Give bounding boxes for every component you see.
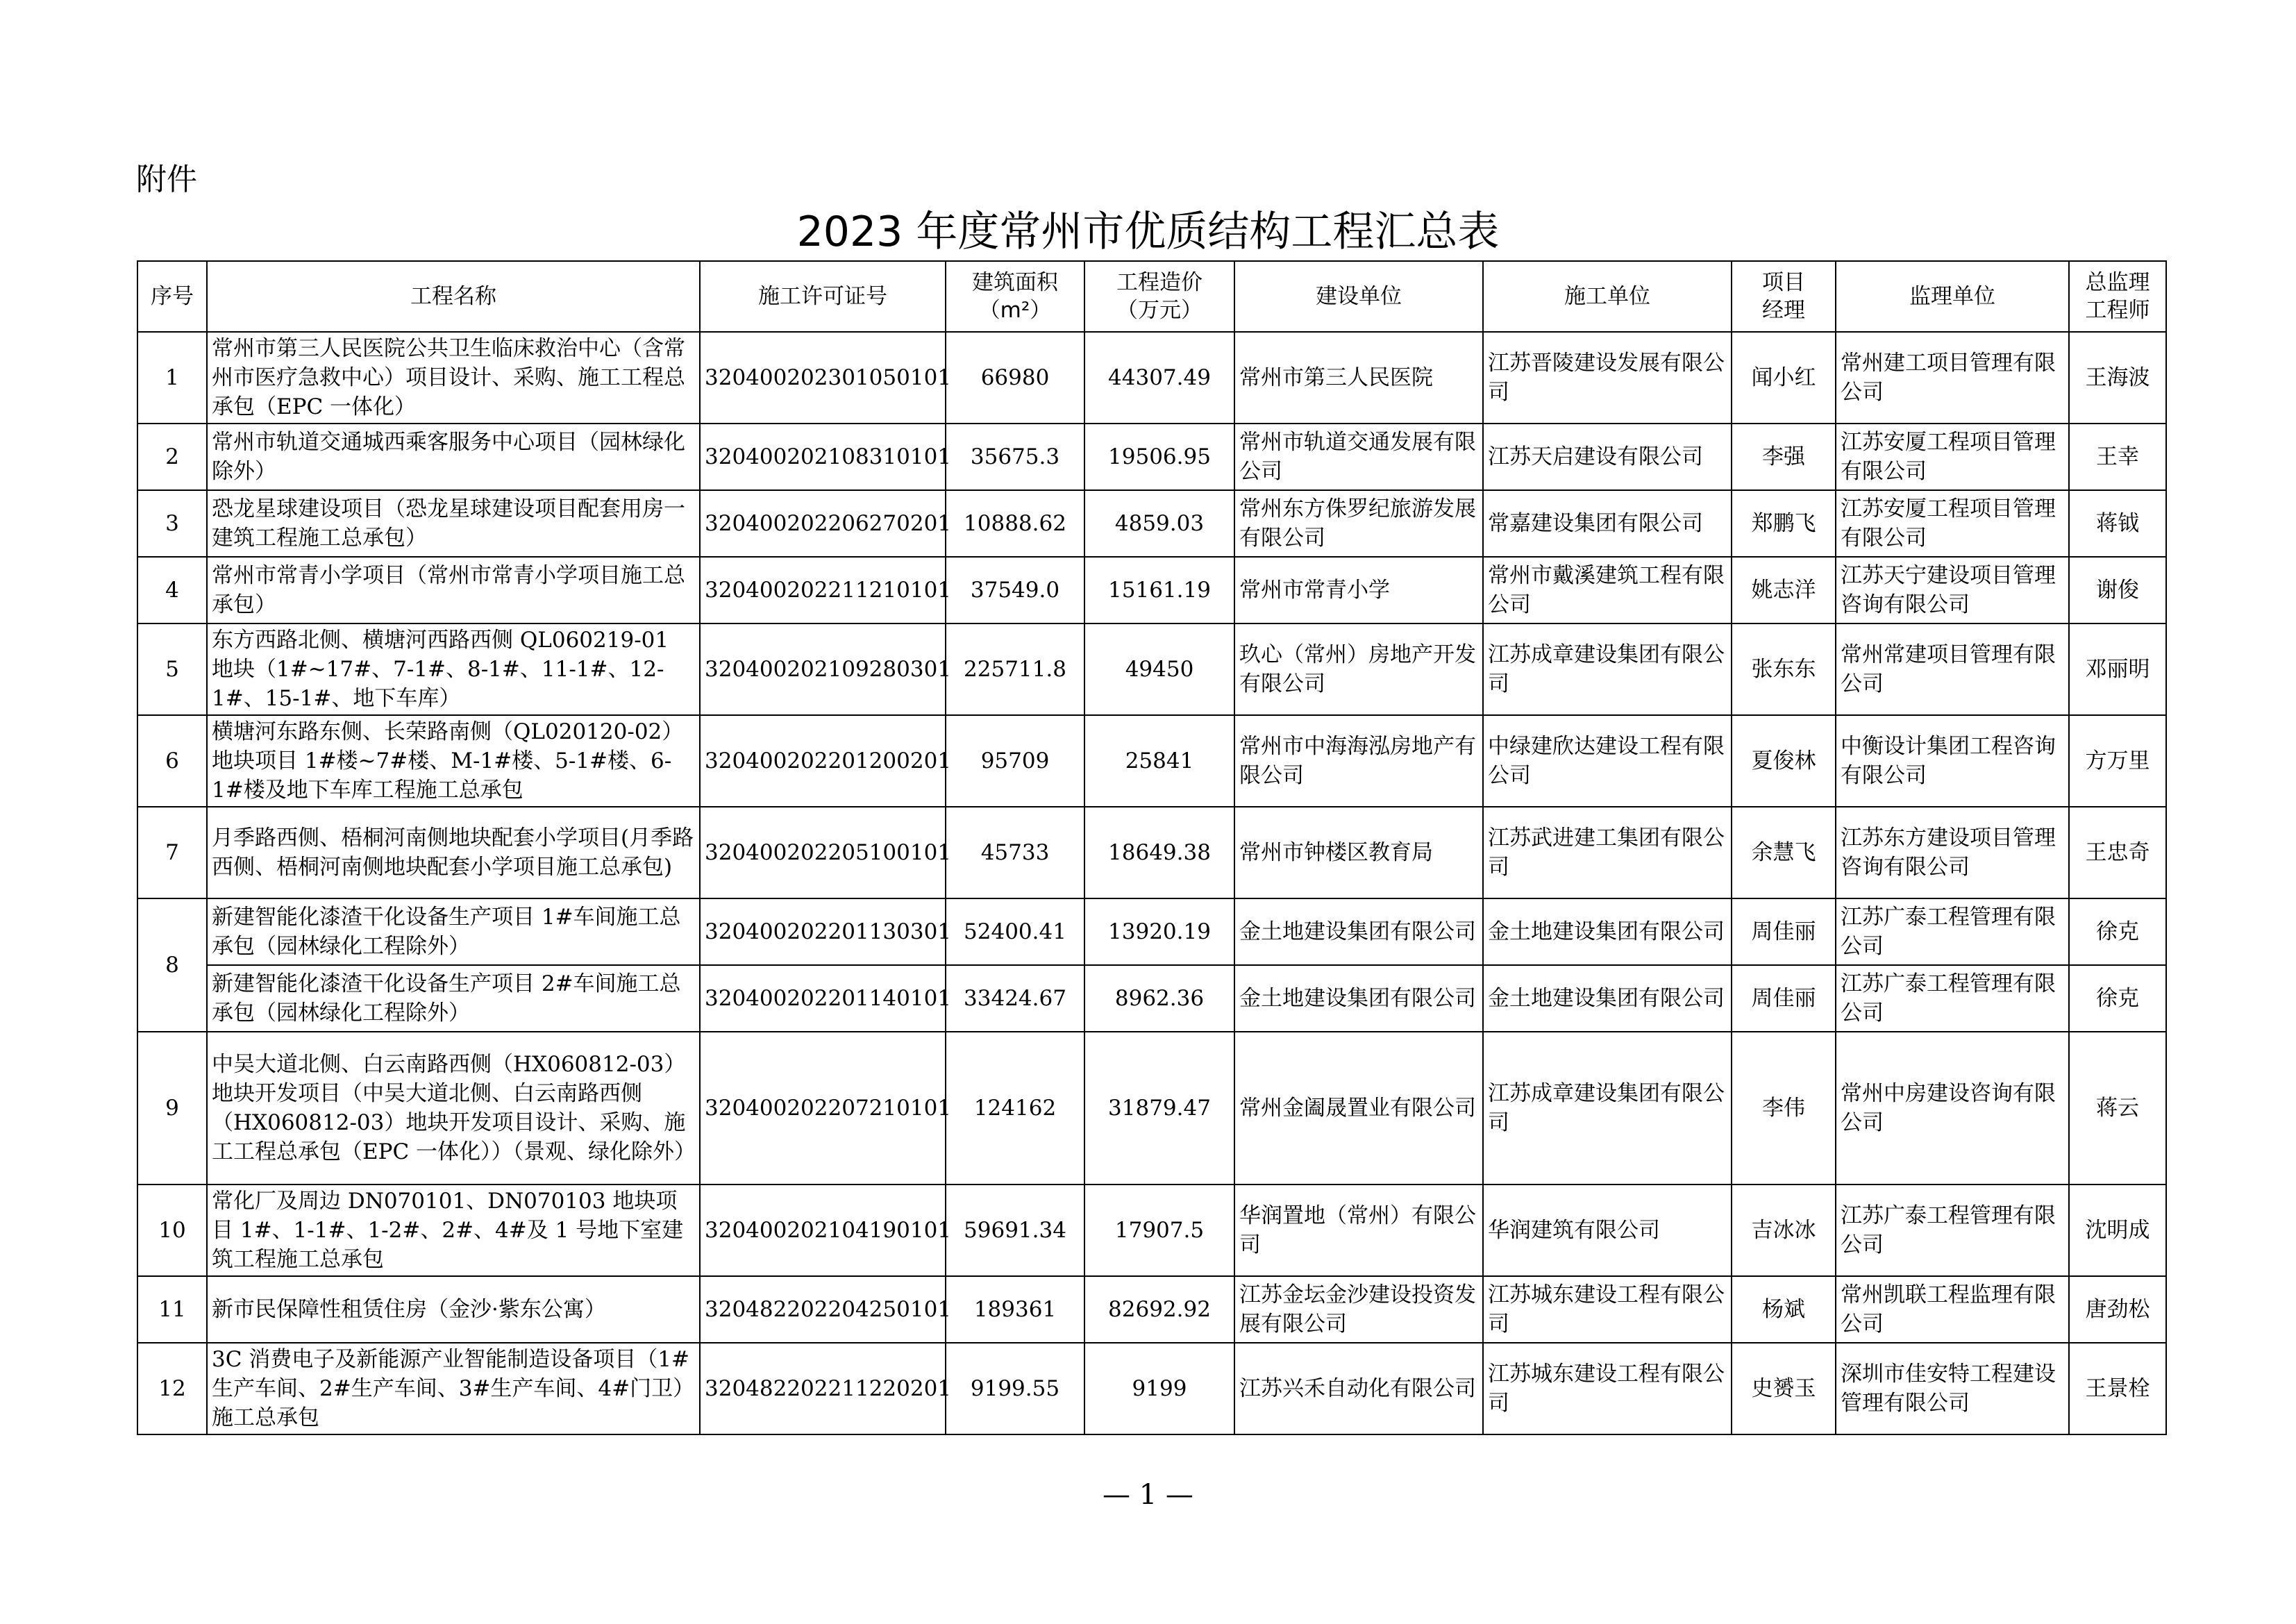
cell-area: 66980 xyxy=(946,332,1084,424)
cell-area: 45733 xyxy=(946,807,1084,898)
header-no: 序号 xyxy=(137,261,207,332)
cell-cost: 17907.5 xyxy=(1084,1184,1234,1276)
cell-name: 常州市第三人民医院公共卫生临床救治中心（含常州市医疗急救中心）项目设计、采购、施工工程总承包（EPC 一体化） xyxy=(207,332,700,424)
cell-no: 6 xyxy=(137,715,207,807)
cell-contractor: 江苏成章建设集团有限公司 xyxy=(1483,623,1732,715)
page-number: — 1 — xyxy=(1103,1479,1193,1511)
cell-owner: 常州市中海海泓房地产有限公司 xyxy=(1234,715,1483,807)
table-row xyxy=(137,1184,2166,1276)
cell-permit: 320482202204250101 xyxy=(700,1276,946,1343)
cell-no: 12 xyxy=(137,1343,207,1434)
cell-no: 1 xyxy=(137,332,207,424)
cell-chief: 王幸 xyxy=(2069,424,2166,490)
cell-permit: 320400202108310101 xyxy=(700,424,946,490)
cell-name: 月季路西侧、梧桐河南侧地块配套小学项目(月季路西侧、梧桐河南侧地块配套小学项目施工总承包) xyxy=(207,807,700,898)
cell-owner: 金土地建设集团有限公司 xyxy=(1234,898,1483,965)
cell-area: 225711.8 xyxy=(946,623,1084,715)
cell-owner: 常州市轨道交通发展有限公司 xyxy=(1234,424,1483,490)
cell-contractor: 江苏成章建设集团有限公司 xyxy=(1483,1032,1732,1184)
cell-no: 11 xyxy=(137,1276,207,1343)
header-contractor: 施工单位 xyxy=(1483,261,1732,332)
header-owner: 建设单位 xyxy=(1234,261,1483,332)
cell-permit: 320482202211220201 xyxy=(700,1343,946,1434)
cell-cost: 18649.38 xyxy=(1084,807,1234,898)
table-row xyxy=(137,424,2166,490)
cell-no: 2 xyxy=(137,424,207,490)
cell-name: 中吴大道北侧、白云南路西侧（HX060812-03）地块开发项目（中吴大道北侧、白云南路西侧（HX060812-03）地块开发项目设计、采购、施工工程总承包（EPC 一体化））（景观、绿化除外） xyxy=(207,1032,700,1184)
cell-pm: 周佳丽 xyxy=(1732,965,1836,1032)
cell-owner: 江苏兴禾自动化有限公司 xyxy=(1234,1343,1483,1434)
cell-chief: 蒋钺 xyxy=(2069,490,2166,557)
cell-permit: 320400202206270201 xyxy=(700,490,946,557)
cell-name: 新建智能化漆渣干化设备生产项目 1#车间施工总承包（园林绿化工程除外） xyxy=(207,898,700,965)
cell-cost: 13920.19 xyxy=(1084,898,1234,965)
cell-pm: 郑鹏飞 xyxy=(1732,490,1836,557)
cell-owner: 常州金阖晟置业有限公司 xyxy=(1234,1032,1483,1184)
table-row xyxy=(137,490,2166,557)
cell-contractor: 江苏城东建设工程有限公司 xyxy=(1483,1343,1732,1434)
page-title: 2023 年度常州市优质结构工程汇总表 xyxy=(796,208,1500,256)
cell-name: 新建智能化漆渣干化设备生产项目 2#车间施工总承包（园林绿化工程除外） xyxy=(207,965,700,1032)
cell-area: 10888.62 xyxy=(946,490,1084,557)
cell-chief: 徐克 xyxy=(2069,898,2166,965)
table-header-row xyxy=(137,261,2166,332)
cell-name: 常州市常青小学项目（常州市常青小学项目施工总承包） xyxy=(207,557,700,623)
cell-supervisor: 常州中房建设咨询有限公司 xyxy=(1836,1032,2069,1184)
cell-contractor: 华润建筑有限公司 xyxy=(1483,1184,1732,1276)
cell-pm: 李伟 xyxy=(1732,1032,1836,1184)
cell-pm: 闻小红 xyxy=(1732,332,1836,424)
cell-cost: 44307.49 xyxy=(1084,332,1234,424)
cell-name: 东方西路北侧、横塘河西路西侧 QL060219-01 地块（1#~17#、7-1#、8-1#、11-1#、12-1#、15-1#、地下车库） xyxy=(207,623,700,715)
cell-name: 常化厂及周边 DN070101、DN070103 地块项目 1#、1-1#、1-2#、2#、4#及 1 号地下室建筑工程施工总承包 xyxy=(207,1184,700,1276)
cell-area: 33424.67 xyxy=(946,965,1084,1032)
table-row xyxy=(137,965,2166,1032)
cell-cost: 15161.19 xyxy=(1084,557,1234,623)
cell-chief: 谢俊 xyxy=(2069,557,2166,623)
cell-pm: 杨斌 xyxy=(1732,1276,1836,1343)
cell-contractor: 江苏天启建设有限公司 xyxy=(1483,424,1732,490)
header-area: 建筑面积 （m²） xyxy=(946,261,1084,332)
summary-table xyxy=(137,260,2167,1435)
cell-cost: 19506.95 xyxy=(1084,424,1234,490)
cell-no: 5 xyxy=(137,623,207,715)
cell-cost: 9199 xyxy=(1084,1343,1234,1434)
header-name: 工程名称 xyxy=(207,261,700,332)
cell-area: 124162 xyxy=(946,1032,1084,1184)
cell-contractor: 江苏晋陵建设发展有限公司 xyxy=(1483,332,1732,424)
cell-supervisor: 中衡设计集团工程咨询有限公司 xyxy=(1836,715,2069,807)
cell-owner: 常州东方侏罗纪旅游发展有限公司 xyxy=(1234,490,1483,557)
table-row xyxy=(137,1032,2166,1184)
cell-permit: 320400202201140101 xyxy=(700,965,946,1032)
cell-cost: 31879.47 xyxy=(1084,1032,1234,1184)
cell-owner: 江苏金坛金沙建设投资发展有限公司 xyxy=(1234,1276,1483,1343)
cell-name: 横塘河东路东侧、长荣路南侧（QL020120-02）地块项目 1#楼~7#楼、M-1#楼、5-1#楼、6-1#楼及地下车库工程施工总承包 xyxy=(207,715,700,807)
cell-supervisor: 江苏东方建设项目管理咨询有限公司 xyxy=(1836,807,2069,898)
cell-pm: 李强 xyxy=(1732,424,1836,490)
attachment-label: 附件 xyxy=(136,162,197,197)
header-permit: 施工许可证号 xyxy=(700,261,946,332)
cell-supervisor: 江苏广泰工程管理有限公司 xyxy=(1836,1184,2069,1276)
cell-supervisor: 江苏安厦工程项目管理有限公司 xyxy=(1836,424,2069,490)
cell-no: 10 xyxy=(137,1184,207,1276)
cell-cost: 8962.36 xyxy=(1084,965,1234,1032)
table-row xyxy=(137,332,2166,424)
cell-contractor: 江苏城东建设工程有限公司 xyxy=(1483,1276,1732,1343)
cell-pm: 余慧飞 xyxy=(1732,807,1836,898)
cell-supervisor: 常州常建项目管理有限公司 xyxy=(1836,623,2069,715)
cell-pm: 姚志洋 xyxy=(1732,557,1836,623)
table-row xyxy=(137,715,2166,807)
table-row xyxy=(137,1276,2166,1343)
cell-chief: 王景栓 xyxy=(2069,1343,2166,1434)
cell-supervisor: 深圳市佳安特工程建设管理有限公司 xyxy=(1836,1343,2069,1434)
cell-cost: 25841 xyxy=(1084,715,1234,807)
cell-no: 3 xyxy=(137,490,207,557)
cell-supervisor: 江苏安厦工程项目管理有限公司 xyxy=(1836,490,2069,557)
cell-area: 37549.0 xyxy=(946,557,1084,623)
cell-contractor: 中绿建欣达建设工程有限公司 xyxy=(1483,715,1732,807)
cell-supervisor: 常州凯联工程监理有限公司 xyxy=(1836,1276,2069,1343)
cell-contractor: 常州市戴溪建筑工程有限公司 xyxy=(1483,557,1732,623)
cell-pm: 张东东 xyxy=(1732,623,1836,715)
cell-permit: 320400202104190101 xyxy=(700,1184,946,1276)
cell-chief: 蒋云 xyxy=(2069,1032,2166,1184)
cell-contractor: 金土地建设集团有限公司 xyxy=(1483,965,1732,1032)
cell-no: 9 xyxy=(137,1032,207,1184)
cell-supervisor: 江苏广泰工程管理有限公司 xyxy=(1836,965,2069,1032)
cell-chief: 邓丽明 xyxy=(2069,623,2166,715)
cell-area: 59691.34 xyxy=(946,1184,1084,1276)
cell-area: 95709 xyxy=(946,715,1084,807)
cell-no: 7 xyxy=(137,807,207,898)
cell-name: 新市民保障性租赁住房（金沙·紫东公寓） xyxy=(207,1276,700,1343)
cell-no: 4 xyxy=(137,557,207,623)
cell-chief: 王忠奇 xyxy=(2069,807,2166,898)
cell-pm: 吉冰冰 xyxy=(1732,1184,1836,1276)
cell-cost: 49450 xyxy=(1084,623,1234,715)
cell-pm: 史赟玉 xyxy=(1732,1343,1836,1434)
table-row xyxy=(137,807,2166,898)
header-pm: 项目 经理 xyxy=(1732,261,1836,332)
cell-chief: 王海波 xyxy=(2069,332,2166,424)
cell-supervisor: 常州建工项目管理有限公司 xyxy=(1836,332,2069,424)
table-row xyxy=(137,1343,2166,1434)
cell-permit: 320400202201130301 xyxy=(700,898,946,965)
cell-owner: 金土地建设集团有限公司 xyxy=(1234,965,1483,1032)
cell-area: 9199.55 xyxy=(946,1343,1084,1434)
cell-owner: 常州市常青小学 xyxy=(1234,557,1483,623)
cell-owner: 常州市钟楼区教育局 xyxy=(1234,807,1483,898)
cell-name: 恐龙星球建设项目（恐龙星球建设项目配套用房一建筑工程施工总承包） xyxy=(207,490,700,557)
cell-permit: 320400202205100101 xyxy=(700,807,946,898)
cell-contractor: 金土地建设集团有限公司 xyxy=(1483,898,1732,965)
cell-permit: 320400202201200201 xyxy=(700,715,946,807)
cell-contractor: 江苏武进建工集团有限公司 xyxy=(1483,807,1732,898)
cell-pm: 周佳丽 xyxy=(1732,898,1836,965)
cell-supervisor: 江苏广泰工程管理有限公司 xyxy=(1836,898,2069,965)
cell-chief: 唐劲松 xyxy=(2069,1276,2166,1343)
cell-name: 常州市轨道交通城西乘客服务中心项目（园林绿化除外） xyxy=(207,424,700,490)
cell-owner: 华润置地（常州）有限公司 xyxy=(1234,1184,1483,1276)
cell-area: 35675.3 xyxy=(946,424,1084,490)
cell-permit: 320400202301050101 xyxy=(700,332,946,424)
table-row xyxy=(137,623,2166,715)
cell-supervisor: 江苏天宁建设项目管理咨询有限公司 xyxy=(1836,557,2069,623)
cell-permit: 320400202211210101 xyxy=(700,557,946,623)
cell-chief: 沈明成 xyxy=(2069,1184,2166,1276)
cell-owner: 玖心（常州）房地产开发有限公司 xyxy=(1234,623,1483,715)
cell-pm: 夏俊林 xyxy=(1732,715,1836,807)
cell-chief: 方万里 xyxy=(2069,715,2166,807)
table-row xyxy=(137,898,2166,965)
table-row xyxy=(137,557,2166,623)
cell-chief: 徐克 xyxy=(2069,965,2166,1032)
cell-cost: 82692.92 xyxy=(1084,1276,1234,1343)
cell-no: 8 xyxy=(137,898,207,1032)
header-supervisor: 监理单位 xyxy=(1836,261,2069,332)
cell-name: 3C 消费电子及新能源产业智能制造设备项目（1#生产车间、2#生产车间、3#生产车间、4#门卫）施工总承包 xyxy=(207,1343,700,1434)
cell-cost: 4859.03 xyxy=(1084,490,1234,557)
cell-area: 52400.41 xyxy=(946,898,1084,965)
cell-permit: 320400202109280301 xyxy=(700,623,946,715)
header-chief: 总监理 工程师 xyxy=(2069,261,2166,332)
header-cost: 工程造价 （万元） xyxy=(1084,261,1234,332)
cell-area: 189361 xyxy=(946,1276,1084,1343)
cell-permit: 320400202207210101 xyxy=(700,1032,946,1184)
cell-owner: 常州市第三人民医院 xyxy=(1234,332,1483,424)
cell-contractor: 常嘉建设集团有限公司 xyxy=(1483,490,1732,557)
